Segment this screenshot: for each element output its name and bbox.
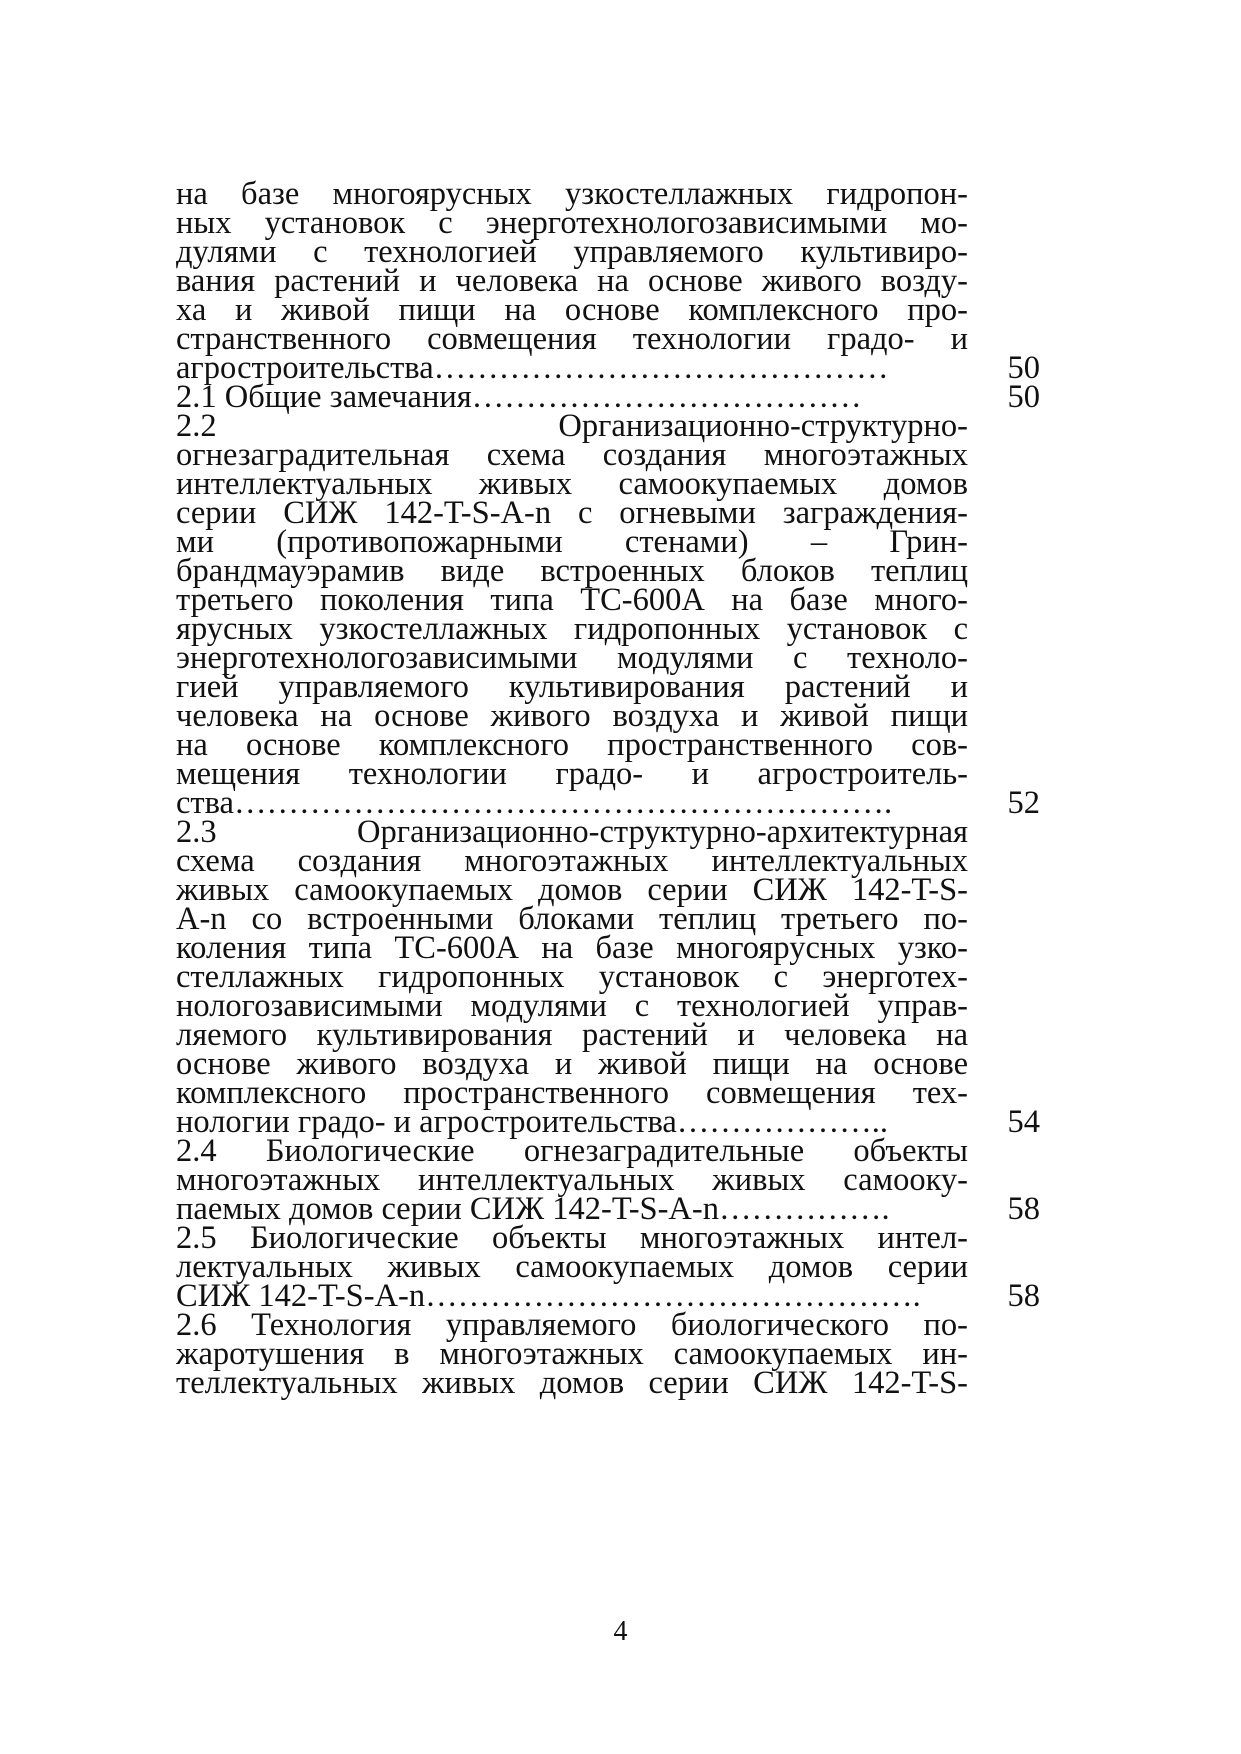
toc-line: ляемого культивирования растений и человека на	[176, 1019, 968, 1052]
toc-line: интеллектуальных живых самоокупаемых домов	[176, 468, 968, 501]
toc-line: комплексного пространственного совмещения тех-	[176, 1077, 968, 1110]
toc-page-number: 50	[1007, 379, 1040, 415]
toc-line: человека на основе живого воздуха и живой пищи	[176, 700, 968, 733]
toc-line: огнезаградительная схема создания многоэтажных	[176, 439, 968, 472]
toc-line-2-2: 2.2 Организационно-структурно-	[176, 410, 968, 443]
toc-line: живых самоокупаемых домов серии СИЖ 142-T-S-	[176, 874, 968, 907]
toc-page-number: 52	[1007, 785, 1040, 821]
toc-line: A-n со встроенными блоками теплиц третьего по-	[176, 903, 968, 936]
toc-line: схема создания многоэтажных интеллектуальных	[176, 845, 968, 878]
toc-line: ха и живой пищи на основе комплексного про-	[176, 294, 968, 327]
toc-line: третьего поколения типа ТС-600А на базе много-	[176, 584, 968, 617]
toc-line: лектуальных живых самоокупаемых домов серии	[176, 1251, 968, 1284]
toc-line: на основе комплексного пространственного сов-	[176, 729, 968, 762]
toc-line-2-3: 2.3 Организационно-структурно-архитектурная	[176, 816, 968, 849]
toc-line: СИЖ 142-T-S-A-n……………………………………….	[176, 1280, 921, 1313]
toc-line: ства…………………………………………………….	[176, 787, 893, 820]
toc-line: нологозависимыми модулями с технологией управ-	[176, 990, 968, 1023]
toc-line: основе живого воздуха и живой пищи на основе	[176, 1048, 968, 1081]
toc-line-2-5: 2.5 Биологические объекты многоэтажных интел-	[176, 1222, 968, 1255]
toc-line: многоэтажных интеллектуальных живых самооку-	[176, 1164, 968, 1197]
toc-line: мещения технологии градо- и агростроитель-	[176, 758, 968, 791]
toc-line: коления типа ТС-600А на базе многоярусных узко-	[176, 932, 968, 965]
toc-page-number: 50	[1007, 350, 1040, 386]
toc-page-number: 58	[1007, 1191, 1040, 1227]
toc-line-2-4: 2.4 Биологические огнезаградительные объекты	[176, 1135, 968, 1168]
toc-line: агростроительства……………………………………	[176, 352, 889, 385]
toc-page-number: 54	[1007, 1104, 1040, 1140]
toc-line: нологии градо- и агростроительства………………..	[176, 1106, 889, 1139]
toc-line: на базе многоярусных узкостеллажных гидропон-	[176, 178, 968, 211]
toc-page-number: 58	[1007, 1278, 1040, 1314]
toc-line: брандмауэрамив виде встроенных блоков теплиц	[176, 555, 968, 588]
toc-line: дулями с технологией управляемого культивиро-	[176, 236, 968, 269]
toc-line: теллектуальных живых домов серии СИЖ 142-T-S-	[176, 1367, 968, 1400]
page-number: 4	[613, 1616, 628, 1647]
toc-line: ми (противопожарными стенами) – Грин-	[176, 526, 968, 559]
toc-line: ных установок с энерготехнологозависимыми мо-	[176, 207, 968, 240]
toc-line-2-6: 2.6 Технология управляемого биологического по-	[176, 1309, 968, 1342]
toc-line: серии СИЖ 142-T-S-A-n с огневыми заграждения-	[176, 497, 968, 530]
toc-line: энерготехнологозависимыми модулями с техноло-	[176, 642, 968, 675]
toc-line: жаротушения в многоэтажных самоокупаемых ин-	[176, 1338, 968, 1371]
toc-line: паемых домов серии СИЖ 142-T-S-A-n…………….	[176, 1193, 890, 1226]
toc-line: странственного совмещения технологии градо- и	[176, 323, 968, 356]
toc-line-2-1: 2.1 Общие замечания………………………………	[176, 381, 862, 414]
toc-line: стеллажных гидропонных установок с энерготех-	[176, 961, 968, 994]
toc-line: вания растений и человека на основе живого возду-	[176, 265, 968, 298]
toc-line: гией управляемого культивирования растений и	[176, 671, 968, 704]
toc-line: ярусных узкостеллажных гидропонных установок с	[176, 613, 968, 646]
